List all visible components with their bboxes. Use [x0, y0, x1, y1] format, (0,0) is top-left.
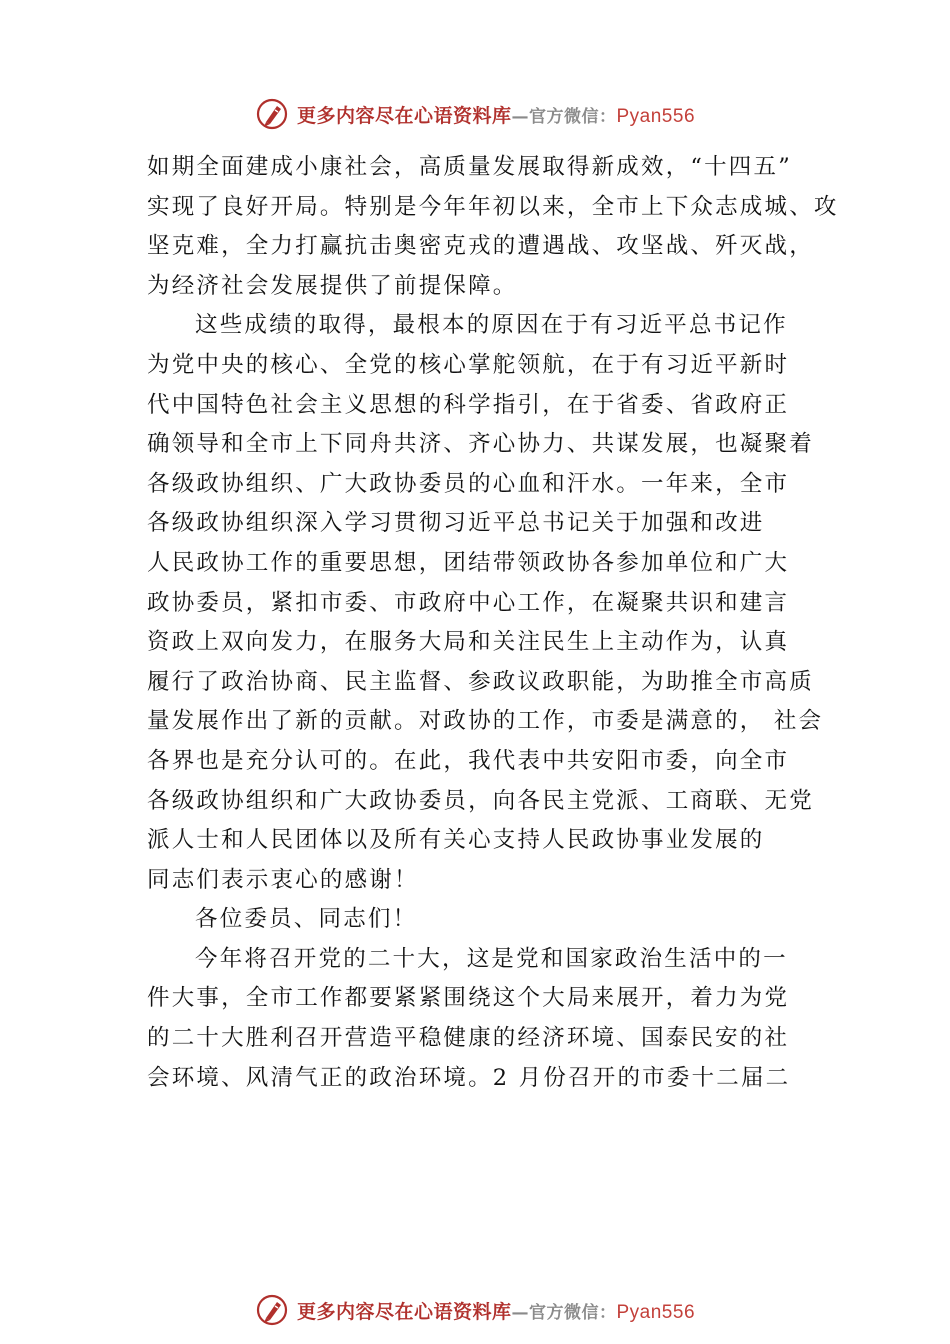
- document-body: [147, 148, 839, 1098]
- text-line: 量发展作出了新的贡献。对政协的工作，市委是满意的， 社会: [147, 708, 824, 735]
- pen-logo-icon: [255, 1293, 289, 1327]
- text-line: 的二十大胜利召开营造平稳健康的经济环境、国泰民安的社: [147, 1025, 790, 1052]
- text-line: 件大事，全市工作都要紧紧围绕这个大局来展开，着力为党: [147, 985, 790, 1012]
- footer-banner-dash: —: [511, 1302, 529, 1323]
- text-line: 为经济社会发展提供了前提保障。: [147, 272, 518, 299]
- pen-logo-icon: [255, 97, 289, 131]
- footer-banner-label: 官方微信：: [529, 1302, 617, 1323]
- text-line: 履行了政治协商、民主监督、参政议政职能，为助推全市高质: [147, 668, 814, 695]
- text-line: 今年将召开党的二十大，这是党和国家政治生活中的一: [195, 945, 788, 972]
- text-line: 各级政协组织深入学习贯彻习近平总书记关于加强和改进: [147, 510, 765, 537]
- footer-banner: [0, 1290, 950, 1330]
- text-line: 实现了良好开局。特别是今年年初以来，全市上下众志成城、攻: [147, 193, 839, 220]
- header-banner-title: 更多内容尽在心语资料库: [296, 104, 512, 127]
- text-line: 会环境、风清气正的政治环境。2 月份召开的市委十二届二: [147, 1064, 791, 1091]
- text-line: 各界也是充分认可的。在此，我代表中共安阳市委，向全市: [147, 747, 790, 774]
- footer-banner-text: [297, 1297, 695, 1324]
- text-line: 各级政协组织、广大政协委员的心血和汗水。一年来，全市: [147, 470, 790, 497]
- text-line: 人民政协工作的重要思想，团结带领政协各参加单位和广大: [147, 549, 790, 576]
- header-banner-label: 官方微信：: [529, 106, 617, 127]
- text-line: 如期全面建成小康社会，高质量发展取得新成效，“十四五”: [147, 154, 792, 180]
- footer-banner-wechat-id: Pyan556: [616, 1301, 696, 1323]
- footer-banner-title: 更多内容尽在心语资料库: [296, 1300, 512, 1323]
- text-line: 政协委员，紧扣市委、市政府中心工作，在凝聚共识和建言: [147, 589, 790, 616]
- header-banner: [0, 94, 950, 134]
- text-line: 确领导和全市上下同舟共济、齐心协力、共谋发展，也凝聚着: [147, 431, 814, 458]
- header-banner-text: [297, 101, 695, 128]
- text-line: 为党中央的核心、全党的核心掌舵领航，在于有习近平新时: [147, 351, 790, 378]
- text-line: 代中国特色社会主义思想的科学指引，在于省委、省政府正: [147, 391, 790, 418]
- text-line: 这些成绩的取得，最根本的原因在于有习近平总书记作: [195, 312, 788, 339]
- text-line: 派人士和人民团体以及所有关心支持人民政协事业发展的: [147, 827, 765, 854]
- text-line: 坚克难，全力打赢抗击奥密克戎的遭遇战、攻坚战、歼灭战，: [147, 233, 814, 260]
- header-banner-wechat-id: Pyan556: [616, 105, 696, 127]
- header-banner-dash: —: [511, 106, 529, 127]
- text-line: 各位委员、同志们！: [195, 906, 418, 933]
- text-line: 资政上双向发力，在服务大局和关注民生上主动作为，认真: [147, 629, 790, 656]
- text-line: 各级政协组织和广大政协委员，向各民主党派、工商联、无党: [147, 787, 814, 814]
- text-line: 同志们表示衷心的感谢！: [147, 866, 419, 893]
